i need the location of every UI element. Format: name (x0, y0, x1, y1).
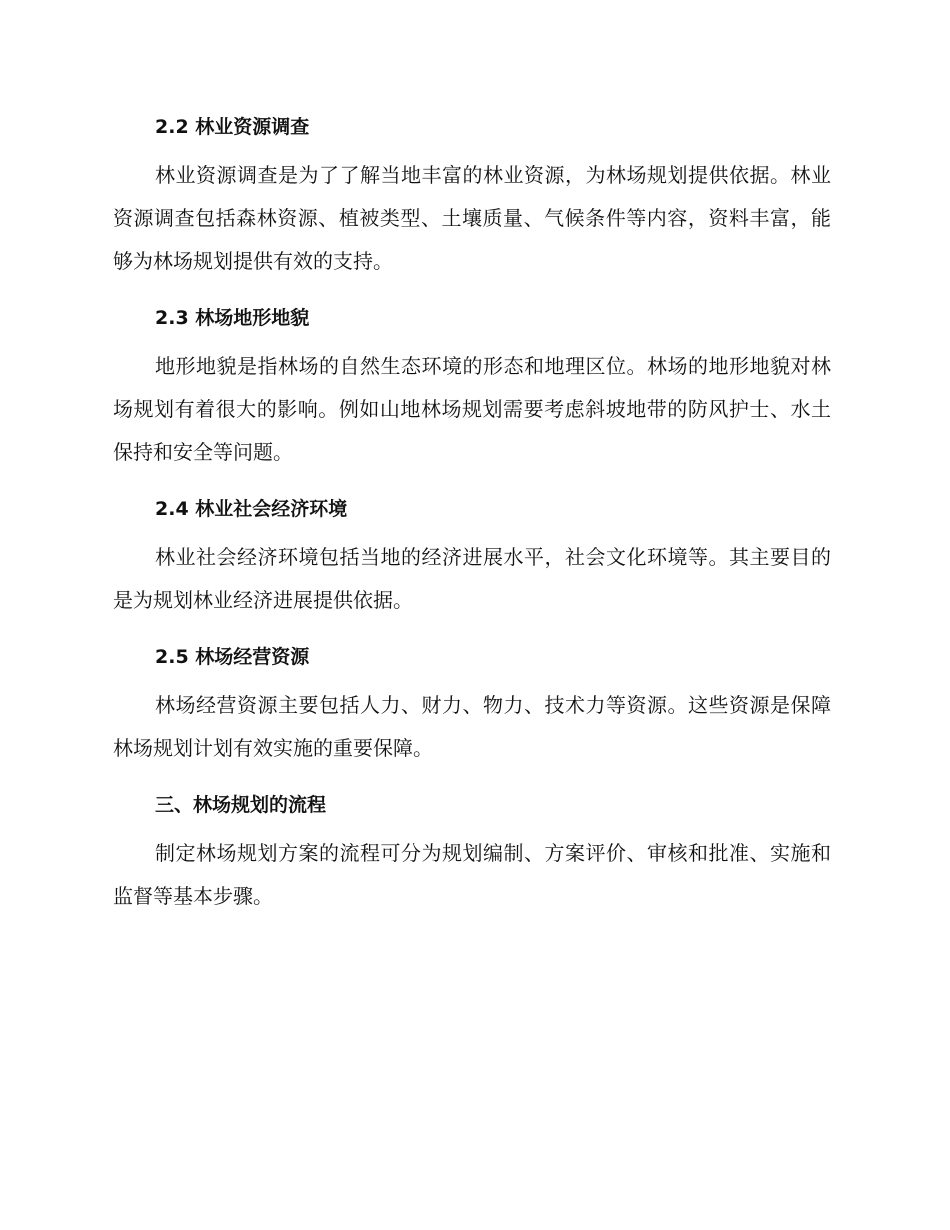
section-body-2-3: 地形地貌是指林场的自然生态环境的形态和地理区位。林场的地形地貌对林场规划有着很大的影响。例如山地林场规划需要考虑斜坡地带的防风护士、水土保持和安全等问题。 (113, 354, 831, 464)
document-page (113, 110, 831, 918)
section-heading-2-4: 2.4 林业社会经济环境 (155, 498, 348, 520)
section-heading-2-5: 2.5 林场经营资源 (155, 646, 310, 668)
section-body-3: 制定林场规划方案的流程可分为规划编制、方案评价、审核和批准、实施和监督等基本步骤。 (113, 841, 831, 908)
section-heading-2-3: 2.3 林场地形地貌 (155, 307, 310, 329)
section-body-2-4: 林业社会经济环境包括当地的经济进展水平，社会文化环境等。其主要目的是为规划林业经济进展提供依据。 (113, 545, 831, 612)
section-heading-3: 三、林场规划的流程 (155, 794, 327, 816)
section-heading-2-2: 2.2 林业资源调查 (155, 116, 310, 138)
section-body-2-5: 林场经营资源主要包括人力、财力、物力、技术力等资源。这些资源是保障林场规划计划有效实施的重要保障。 (113, 693, 831, 760)
section-body-2-2: 林业资源调查是为了了解当地丰富的林业资源，为林场规划提供依据。林业资源调查包括森林资源、植被类型、土壤质量、气候条件等内容，资料丰富，能够为林场规划提供有效的支持。 (113, 163, 831, 273)
